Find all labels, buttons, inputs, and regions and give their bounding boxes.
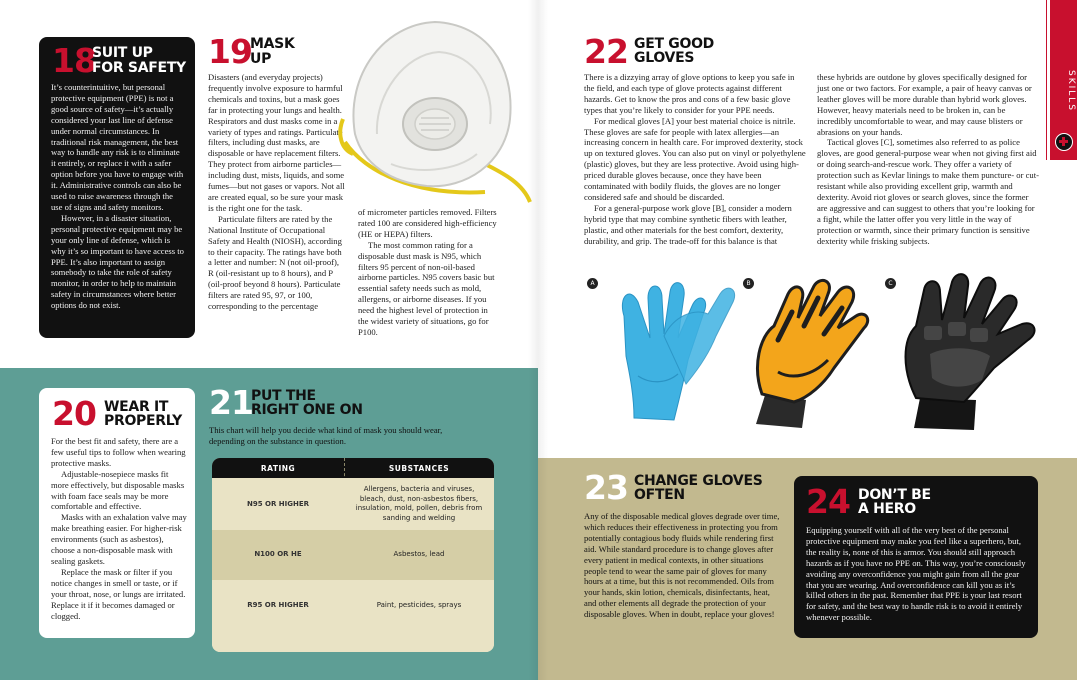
section-24-title-line1: DON’T BE (858, 487, 931, 503)
section-18-title-line2: FOR SAFETY (92, 60, 186, 76)
section-19-body-col1 (208, 72, 346, 312)
section-19-title-line2: UP (250, 51, 272, 67)
section-21-title-line2: RIGHT ONE ON (251, 402, 363, 418)
section-18-title-line1: SUIT UP (92, 45, 153, 61)
section-23-title-line2: OFTEN (634, 487, 685, 503)
table-header (212, 458, 494, 478)
section-20-paragraph: For the best fit and safety, there are a few useful tips to follow when wearing protective masks. (51, 436, 186, 468)
table-header-substances: SUBSTANCES (388, 464, 450, 473)
section-19-number: 19 (208, 32, 252, 71)
table-cell-rating: N95 OR HIGHER (246, 500, 310, 508)
section-18-paragraph: However, in a disaster situation, personal protective equipment may be your only line of defense, which is why it’s so important to have access to PPE. It’s also important to assign somebody to take the role of safety monitor, in order to help to maintain safety in circumstances where better options do not exist. (51, 212, 184, 311)
table-cell-rating: N100 OR HE (254, 550, 302, 558)
table-cell-substances: Paint, pesticides, sprays (376, 601, 462, 609)
table-header-rating: RATING (260, 464, 296, 473)
section-23-paragraph: Any of the disposable medical gloves degrade over time, which reduces their effectiveness in protecting you from potentially contagious body fluids while rendering first aid. While standard procedure is to change gloves after every patient in medical contexts, in other situations people tend to wear the same pair of gloves for many hours at a time, but this is not recommended. Oils from your hands, skin lotion, chemicals, disinfectants, heat, and other elements all degrade the protection of your disposable gloves. When in doubt, replace your gloves! (584, 511, 780, 620)
work-glove-image (748, 276, 878, 428)
section-19-title-line1: MASK (250, 36, 295, 52)
section-20-body (51, 436, 187, 621)
table-cell-substances: Asbestos, lead (393, 550, 445, 558)
section-21-intro: This chart will help you decide what kind of mask you should wear, depending on the substance in question. (209, 425, 443, 446)
section-22-paragraph: Tactical gloves [C], sometimes also referred to as police gloves, are good general-purpose wear when not giving first aid or doing search-and-rescue work. They offer a variety of protection such as Kevlar linings to make them puncture- or cut-resistant while also providing excellent grip, warmth and dexterity. Avoid riot gloves or search gloves, since the former are aggressive and can suggest to others that you’re looking for a fight, while the latter offer you very little in the way of protection or warmth, since their primary function is sensitive dexterity while frisking subjects. (817, 137, 1039, 246)
section-24-paragraph: Equipping yourself with all of the very best of the personal protective equipment may make you feel like a superhero, but, the reality is, none of this is armor. You should still approach hazards as if you have no PPE on. This way, you’re consciously avoiding any overconfidence you might gain from all the gear that you are wearing. And overconfidence can kill you as it’s killed others in the past. Remember that PPE is your last resort for safety, and the best way to handle risk is to avoid it entirely whenever possible. (806, 525, 1026, 623)
section-22-paragraph: There is a dizzying array of glove options to keep you safe in the field, and each type of glove protects against different hazards. Get to know the pros and cons of a few basic glove types that you’re likely to consider for your PPE needs. (584, 72, 795, 115)
nitrile-glove-image (604, 276, 742, 426)
section-20-paragraph: Adjustable-nosepiece masks fit more effectively, but disposable masks with foam face seals may be more comfortable and effective. (51, 468, 185, 512)
section-19-paragraph: The most common rating for a disposable dust mask is N95, which filters 95 percent of non-oil-based airborne particles. N95 covers basic but essential safety needs such as mold, allergens, or airborne diseases. If you need the highest level of protection in the widest variety of situations, go for P100. (358, 239, 495, 337)
section-22-body-col1 (584, 72, 806, 247)
section-23-body (584, 511, 780, 620)
glove-label-a: A (587, 278, 598, 289)
table-cell-substances: Allergens, bacteria and viruses, bleach, dust, non-asbestos fibers, insulation, mold, pollen, debris from sanding and welding (355, 485, 483, 522)
section-20-title-line2: PROPERLY (104, 413, 183, 429)
section-18-paragraph: It’s counterintuitive, but personal protective equipment (PPE) is not a good source of safety—it’s actually considered your last line of defense under normal circumstances. In traditional risk management, the best way to handle any risk is to eliminate it entirely, or replace it with a safer option before you have to engage with it. Administrative controls can also be used to raise awareness through the use of signs and safety monitors. (51, 82, 184, 212)
section-20-title-line1: WEAR IT (104, 399, 169, 415)
section-24-number: 24 (806, 482, 850, 521)
section-24-title-line2: A HERO (858, 501, 916, 517)
section-22-paragraph: these hybrids are outdone by gloves specifically designed for just one or two factors. For example, a pair of heavy canvas or leather gloves will be more durable than hybrid work gloves. However, heavy materials need to be broken in, can be incredibly uncomfortable to wear, and may cause blisters or abrasions on your hands. (817, 72, 1032, 137)
section-19-body-col2 (358, 207, 498, 338)
section-19-paragraph: of micrometer particles removed. Filters rated 100 are considered high-efficiency (HE or HEPA) filters. (358, 207, 497, 239)
section-18-body (51, 82, 185, 311)
skills-tab-label: SKILLS (1066, 70, 1076, 113)
section-24-body (806, 525, 1028, 623)
mask-rating-table (212, 458, 494, 652)
section-18-number: 18 (52, 41, 96, 80)
dust-mask-image (335, 14, 533, 206)
table-row (212, 580, 494, 652)
section-22-title-line1: GET GOOD (634, 36, 714, 52)
section-20-paragraph: Replace the mask or filter if you notice changes in smell or taste, or if your throat, nose, or lungs are irritated. Replace it if it becomes damaged or clogged. (51, 566, 186, 621)
section-22-title-line2: GLOVES (634, 50, 695, 66)
section-21-number: 21 (209, 383, 253, 422)
tactical-glove-image (890, 270, 1050, 432)
section-23-number: 23 (584, 468, 628, 507)
skills-tab[interactable] (1047, 0, 1077, 160)
section-22-paragraph: For a general-purpose work glove [B], consider a modern hybrid type that may combine synthetic fibers with leather, plastic, and other materials for the best comfort, dexterity, durability, and grip. The trade-off for this balance is that (584, 202, 792, 246)
table-cell-rating: R95 OR HIGHER (247, 601, 309, 609)
section-20-number: 20 (52, 394, 96, 433)
section-22-paragraph: For medical gloves [A] your best material choice is nitrile. These gloves are safe for people with latex allergies—an increasing concern in health care. For improved dexterity, stock up on textured gloves. You can also put on vinyl or polyethylene (plastic) gloves, but they are less protective. Avoid using high-priced durable gloves because, once they have been contaminated with bodily fluids, the gloves are no longer considered safe and should be discarded. (584, 115, 806, 202)
section-23-title-line1: CHANGE GLOVES (634, 473, 763, 489)
medical-cross-icon (1055, 133, 1073, 151)
section-22-number: 22 (584, 32, 628, 71)
glove-label-c: C (885, 278, 896, 289)
section-22-body-col2 (817, 72, 1039, 247)
section-20-paragraph: Masks with an exhalation valve may make breathing easier. For higher-risk environments (such as asbestos), choose a non-disposable mask with sealing gaskets. (51, 512, 187, 566)
glove-label-b: B (743, 278, 754, 289)
section-19-paragraph: Disasters (and everyday projects) frequently involve exposure to harmful chemicals and toxins, but a mask goes far in protecting your lungs and health. Respirators and dust masks come in a variety of types and ratings. Particulate filters, including dust masks, are disposable or have replacement filters. They protect from airborne particles—including dust, mists, liquids, and some fumes—but not gases or vapors. Not all are created equal, so be sure your mask is the right one for the task. (208, 72, 345, 213)
section-21-title-line1: PUT THE (251, 388, 316, 404)
section-19-paragraph: Particulate filters are rated by the National Institute of Occupational Safety and Health (NIOSH), according to their capacity. The ratings have both a letter and number: N (not oil-proof), R (oil-resistant up to 8 hours), and P (oil-proof beyond 8 hours). Particulate filters are rated 95, 97, or 100, corresponding to the percentage (208, 213, 342, 312)
